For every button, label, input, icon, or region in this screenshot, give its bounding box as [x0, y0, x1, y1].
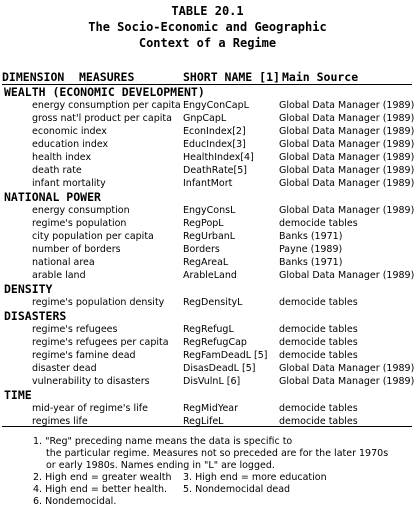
- short-name-cell: GnpCapL: [183, 113, 227, 124]
- footnote-4-5: [0, 484, 415, 496]
- source-cell: democide tables: [279, 218, 358, 229]
- footnote-2: 2. High end = greater wealth: [33, 472, 172, 483]
- short-name-cell: RegAreaL: [183, 257, 229, 268]
- source-cell: Global Data Manager (1989): [279, 376, 415, 387]
- source-cell: democide tables: [279, 337, 358, 348]
- table-row: [0, 375, 415, 388]
- source-cell: Payne (1989): [279, 244, 343, 255]
- source-cell: democide tables: [279, 350, 358, 361]
- source-cell: Global Data Manager (1989): [279, 152, 415, 163]
- short-name-cell: DisasDeadL [5]: [183, 363, 256, 374]
- short-name-cell: RegRefugCap: [183, 337, 247, 348]
- source-cell: Global Data Manager (1989): [279, 113, 415, 124]
- source-cell: Global Data Manager (1989): [279, 139, 415, 150]
- source-cell: Global Data Manager (1989): [279, 100, 415, 111]
- measure-cell: disaster dead: [32, 363, 97, 374]
- table-row: [0, 269, 415, 282]
- short-name-cell: RegMidYear: [183, 403, 239, 414]
- measure-cell: regime's famine dead: [32, 350, 136, 361]
- table-row: [0, 217, 415, 230]
- table-row: [0, 402, 415, 415]
- footnotes: [0, 436, 415, 508]
- header-measures: MEASURES: [79, 70, 135, 84]
- section-heading: WEALTH (ECONOMIC DEVELOPMENT): [4, 85, 205, 99]
- measure-cell: regime's refugees per capita: [32, 337, 169, 348]
- header-short-name: SHORT NAME [1]: [183, 70, 280, 84]
- table-row: [0, 230, 415, 243]
- short-name-cell: EducIndex[3]: [183, 139, 246, 150]
- short-name-cell: RegPopL: [183, 218, 224, 229]
- table-body: [0, 85, 415, 428]
- footnote-5: 5. Nondemocidal dead: [183, 484, 291, 495]
- short-name-cell: HealthIndex[4]: [183, 152, 254, 163]
- measure-cell: gross nat'l product per capita: [32, 113, 172, 124]
- measure-cell: regimes life: [32, 416, 88, 427]
- table-row: [0, 243, 415, 256]
- measure-cell: energy consumption: [32, 205, 130, 216]
- table-number: TABLE 20.1: [171, 4, 244, 18]
- measure-cell: infant mortality: [32, 178, 106, 189]
- source-cell: Global Data Manager (1989): [279, 270, 415, 281]
- source-cell: democide tables: [279, 403, 358, 414]
- table-row: [0, 349, 415, 362]
- source-cell: democide tables: [279, 324, 358, 335]
- header-dimension: DIMENSION: [2, 70, 65, 84]
- short-name-cell: RegDensityL: [183, 297, 243, 308]
- footnote-1a: 1. "Reg" preceding name means the data is specific to: [33, 436, 293, 447]
- measure-cell: number of borders: [32, 244, 121, 255]
- section-heading: DISASTERS: [4, 309, 67, 323]
- short-name-cell: EngyConsL: [183, 205, 236, 216]
- table-row: [0, 164, 415, 177]
- footnote-4: 4. High end = better health.: [33, 484, 168, 495]
- short-name-cell: Borders: [183, 244, 220, 255]
- table-row: [0, 323, 415, 336]
- short-name-cell: RegRefugL: [183, 324, 234, 335]
- section-heading: DENSITY: [4, 282, 53, 296]
- measure-cell: regime's refugees: [32, 324, 118, 335]
- footnote-6: 6. Nondemocidal.: [33, 496, 117, 507]
- short-name-cell: InfantMort: [183, 178, 233, 189]
- source-cell: Global Data Manager (1989): [279, 363, 415, 374]
- short-name-cell: ArableLand: [183, 270, 237, 281]
- table-row: [0, 151, 415, 164]
- source-cell: Global Data Manager (1989): [279, 126, 415, 137]
- source-cell: democide tables: [279, 297, 358, 308]
- footnote-1b: the particular regime. Measures not so preceded are for the later 1970s: [46, 448, 389, 459]
- short-name-cell: RegLifeL: [183, 416, 224, 427]
- measure-cell: vulnerability to disasters: [32, 376, 150, 387]
- table-row: [0, 256, 415, 269]
- short-name-cell: DisVulnL [6]: [183, 376, 241, 387]
- short-name-cell: EngyConCapL: [183, 100, 249, 111]
- measure-cell: regime's population density: [32, 297, 165, 308]
- footnote-3: 3. High end = more education: [183, 472, 327, 483]
- measure-cell: health index: [32, 152, 92, 163]
- table-row: [0, 296, 415, 309]
- table-row: [0, 138, 415, 151]
- short-name-cell: DeathRate[5]: [183, 165, 247, 176]
- measure-cell: death rate: [32, 165, 82, 176]
- table-row: [0, 336, 415, 349]
- table-row: [0, 99, 415, 112]
- section-heading: TIME: [4, 388, 32, 402]
- table-row: [0, 204, 415, 217]
- measure-cell: economic index: [32, 126, 107, 137]
- short-name-cell: RegUrbanL: [183, 231, 236, 242]
- source-cell: Banks (1971): [279, 257, 343, 268]
- table-subtitle: Context of a Regime: [138, 36, 277, 50]
- measure-cell: arable land: [32, 270, 86, 281]
- measure-cell: education index: [32, 139, 109, 150]
- footer-rule: [2, 426, 412, 427]
- table-title: The Socio-Economic and Geographic: [88, 20, 327, 34]
- footnote-1c: or early 1980s. Names ending in "L" are logged.: [46, 460, 275, 471]
- measure-cell: mid-year of regime's life: [32, 403, 148, 414]
- table-row: [0, 125, 415, 138]
- short-name-cell: EconIndex[2]: [183, 126, 246, 137]
- section-heading: NATIONAL POWER: [4, 190, 101, 204]
- measure-cell: energy consumption per capita: [32, 100, 181, 111]
- short-name-cell: RegFamDeadL [5]: [183, 350, 268, 361]
- footnote-6-row: [0, 496, 415, 508]
- source-cell: Banks (1971): [279, 231, 343, 242]
- source-cell: democide tables: [279, 416, 358, 427]
- header-main-source: Main Source: [282, 70, 359, 84]
- source-cell: Global Data Manager (1989): [279, 165, 415, 176]
- footnote-2-3: [0, 472, 415, 484]
- table-row: [0, 112, 415, 125]
- source-cell: Global Data Manager (1989): [279, 178, 415, 189]
- measure-cell: regime's population: [32, 218, 127, 229]
- table-row: [0, 362, 415, 375]
- measure-cell: city population per capita: [32, 231, 154, 242]
- table-row: [0, 177, 415, 190]
- source-cell: Global Data Manager (1989): [279, 205, 415, 216]
- measure-cell: national area: [32, 257, 95, 268]
